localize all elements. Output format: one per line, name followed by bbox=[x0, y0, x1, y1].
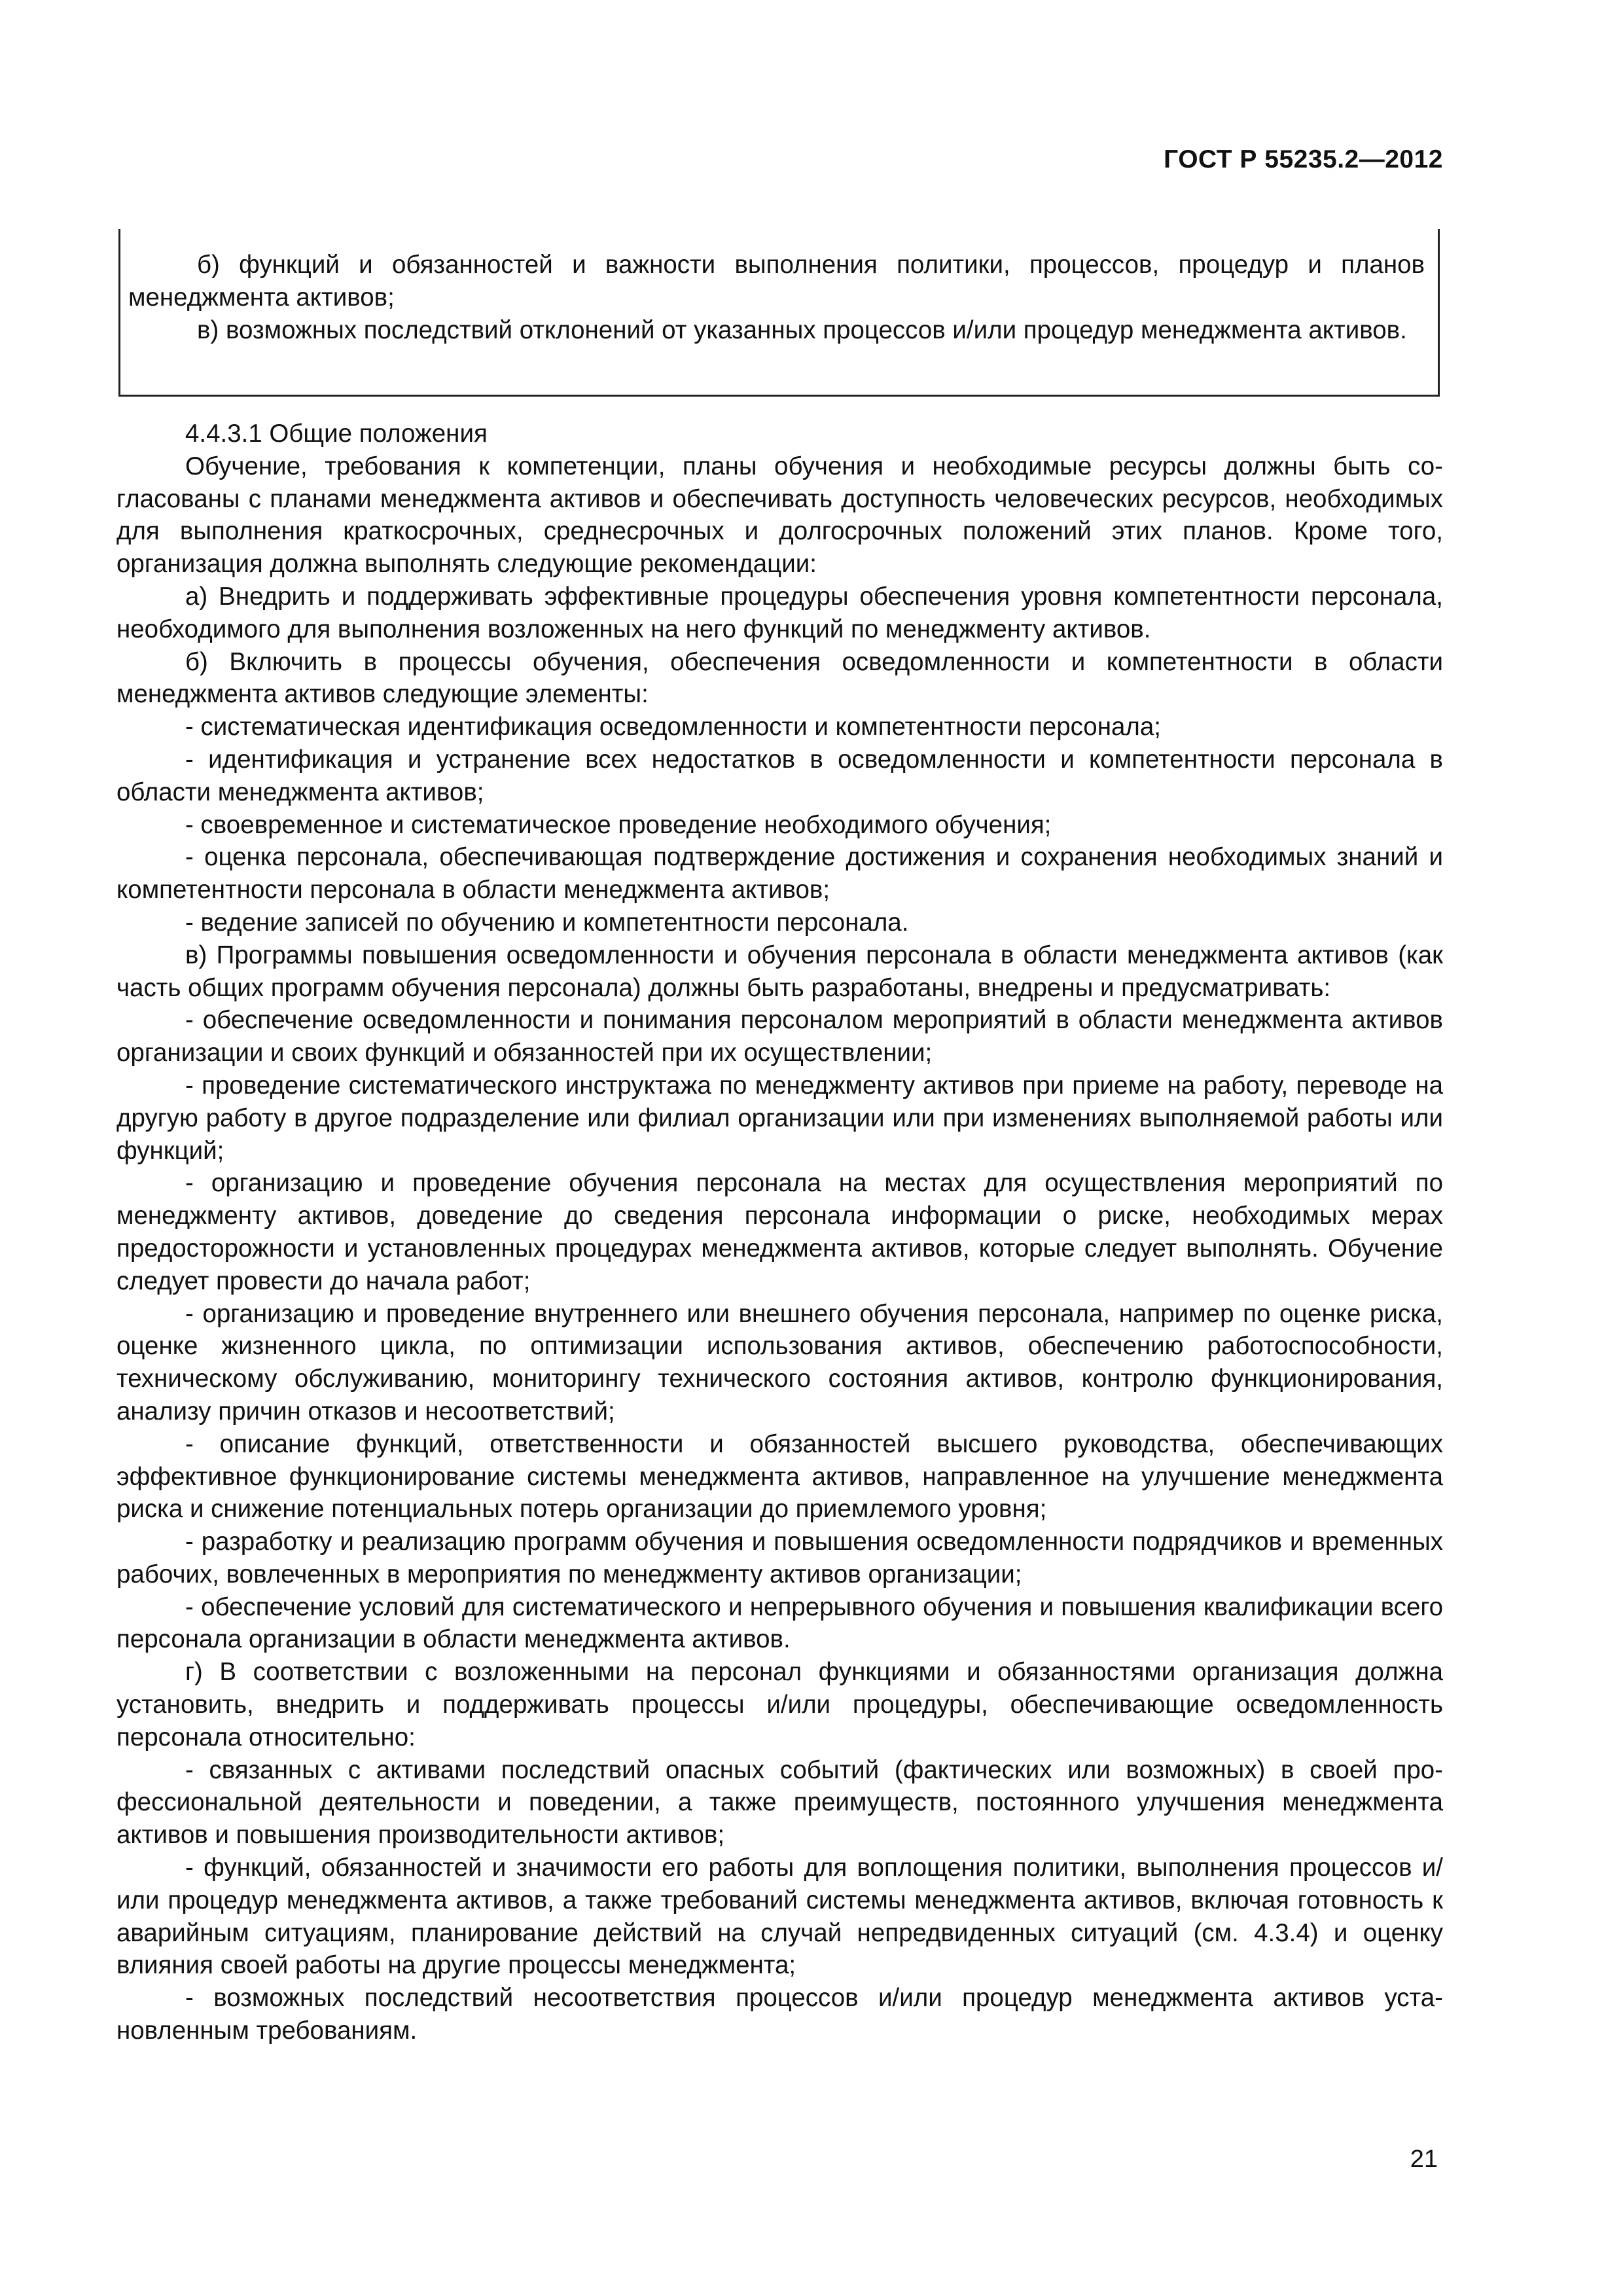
body-paragraph: б) Включить в процессы обучения, обеспечения осведомленности и компетентности в области менеджмента активов следующие элементы: bbox=[116, 647, 1443, 709]
list-item: - идентификация и устранение всех недостатков в осведомленности и компетентности персонала в области менеджмента активов; bbox=[116, 745, 1443, 806]
document-id-header: ГОСТ Р 55235.2—2012 bbox=[1164, 145, 1443, 173]
body-paragraph: в) Программы повышения осведомленности и обучения персонала в области менеджмента активов (как часть общих программ обучения персонала) должны быть разработаны, внедрены и предусматривать: bbox=[116, 941, 1443, 1002]
list-item: - проведение систематического инструктажа по менеджменту активов при приеме на работу, переводе на другую работу в другое подразделение или филиал организации или при изменениях выполняемой работы или функций; bbox=[116, 1071, 1443, 1165]
list-item: - организацию и проведение внутреннего или внешнего обучения персонала, например по оценке риска, оценке жизненного цикла, по оптимизации использования активов, обеспечению работоспособности, техническому обслуживанию, мониторингу технического состояния активов, контролю функционирования, анализу причин отказов и несоответствий; bbox=[116, 1299, 1443, 1426]
list-item: - описание функций, ответственности и обязанностей высшего руководства, обеспечивающих эффективное функционирование системы менеджмента активов, направленное на улучшение менеджмента риска и снижение потенциальных потерь организации до приемлемого уровня; bbox=[116, 1429, 1443, 1524]
box-paragraph: в) возможных последствий отклонений от указанных процессов и/или процедур менеджмента активов. bbox=[197, 315, 1407, 344]
body-paragraph: Обучение, требования к компетенции, планы обучения и необходимые ресурсы должны быть согласованы с планами менеджмента активов и обеспечивать доступность человеческих ресурсов, необходимых для выполнения краткосрочных, среднесрочных и долгосрочных положений этих планов. Кроме того, организация должна выполнять следующие рекомендации: bbox=[116, 452, 1443, 579]
list-item: - разработку и реализацию программ обучения и повышения осведомленности подрядчиков и временных рабочих, вовлеченных в мероприятия по менеджменту активов организации; bbox=[116, 1528, 1443, 1588]
list-item: - обеспечение осведомленности и понимания персоналом мероприятий в области менеджмента активов организации и своих функций и обязанностей при их осуществлении; bbox=[116, 1006, 1443, 1067]
page-number: 21 bbox=[1410, 2145, 1438, 2173]
section-heading: 4.4.3.1 Общие положения bbox=[185, 420, 488, 448]
boxed-text-frame bbox=[118, 229, 1440, 397]
list-item: - функций, обязанностей и значимости его работы для воплощения политики, выполнения процессов и/или процедур менеджмента активов, а также требований системы менеджмента активов, включая готовность к аварийным ситуациям, планирование действий на случай непредвиденных ситуаций (см. 4.3.4) и оценку влияния своей работы на другие процессы менеджмента; bbox=[116, 1854, 1443, 1980]
list-item: - ведение записей по обучению и компетентности персонала. bbox=[185, 908, 909, 937]
list-item: - систематическая идентификация осведомленности и компетентности персонала; bbox=[185, 713, 1161, 742]
body-paragraph: г) В соответствии с возложенными на персонал функциями и обязанностями организация должна установить, внедрить и поддерживать процессы и/или процедуры, обеспечивающие осведомленность персонала относительно: bbox=[116, 1658, 1443, 1751]
list-item: - обеспечение условий для систематического и непрерывного обучения и повышения квалификации всего персонала организации в области менеджмента активов. bbox=[116, 1592, 1443, 1654]
list-item: - возможных последствий несоответствия процессов и/или процедур менеджмента активов установленным требованиям. bbox=[116, 1984, 1443, 2045]
list-item: - организацию и проведение обучения персонала на местах для осуществления мероприятий по менеджменту активов, доведение до сведения персонала информации о риске, необходимых мерах предосторожности и установленных процедурах менеджмента активов, которые следует выполнять. Обучение следует провести до начала работ; bbox=[116, 1169, 1443, 1295]
body-paragraph: а) Внедрить и поддерживать эффективные процедуры обеспечения уровня компетентности персонала, необходимого для выполнения возложенных на него функций по менеджменту активов. bbox=[116, 582, 1443, 643]
list-item: - своевременное и систематическое проведение необходимого обучения; bbox=[185, 810, 1052, 839]
body-text bbox=[116, 418, 1443, 2047]
list-item: - связанных с активами последствий опасных событий (фактических или возможных) в своей профессиональной деятельности и поведении, а также преимуществ, постоянного улучшения менеджмента активов и повышения производительности активов; bbox=[116, 1755, 1443, 1850]
box-paragraph: б) функций и обязанностей и важности выполнения политики, процессов, процедур и планов менеджмента активов; bbox=[128, 251, 1425, 312]
list-item: - оценка персонала, обеспечивающая подтверждение достижения и сохранения необходимых знаний и компетентности персонала в области менеджмента активов; bbox=[116, 843, 1443, 905]
